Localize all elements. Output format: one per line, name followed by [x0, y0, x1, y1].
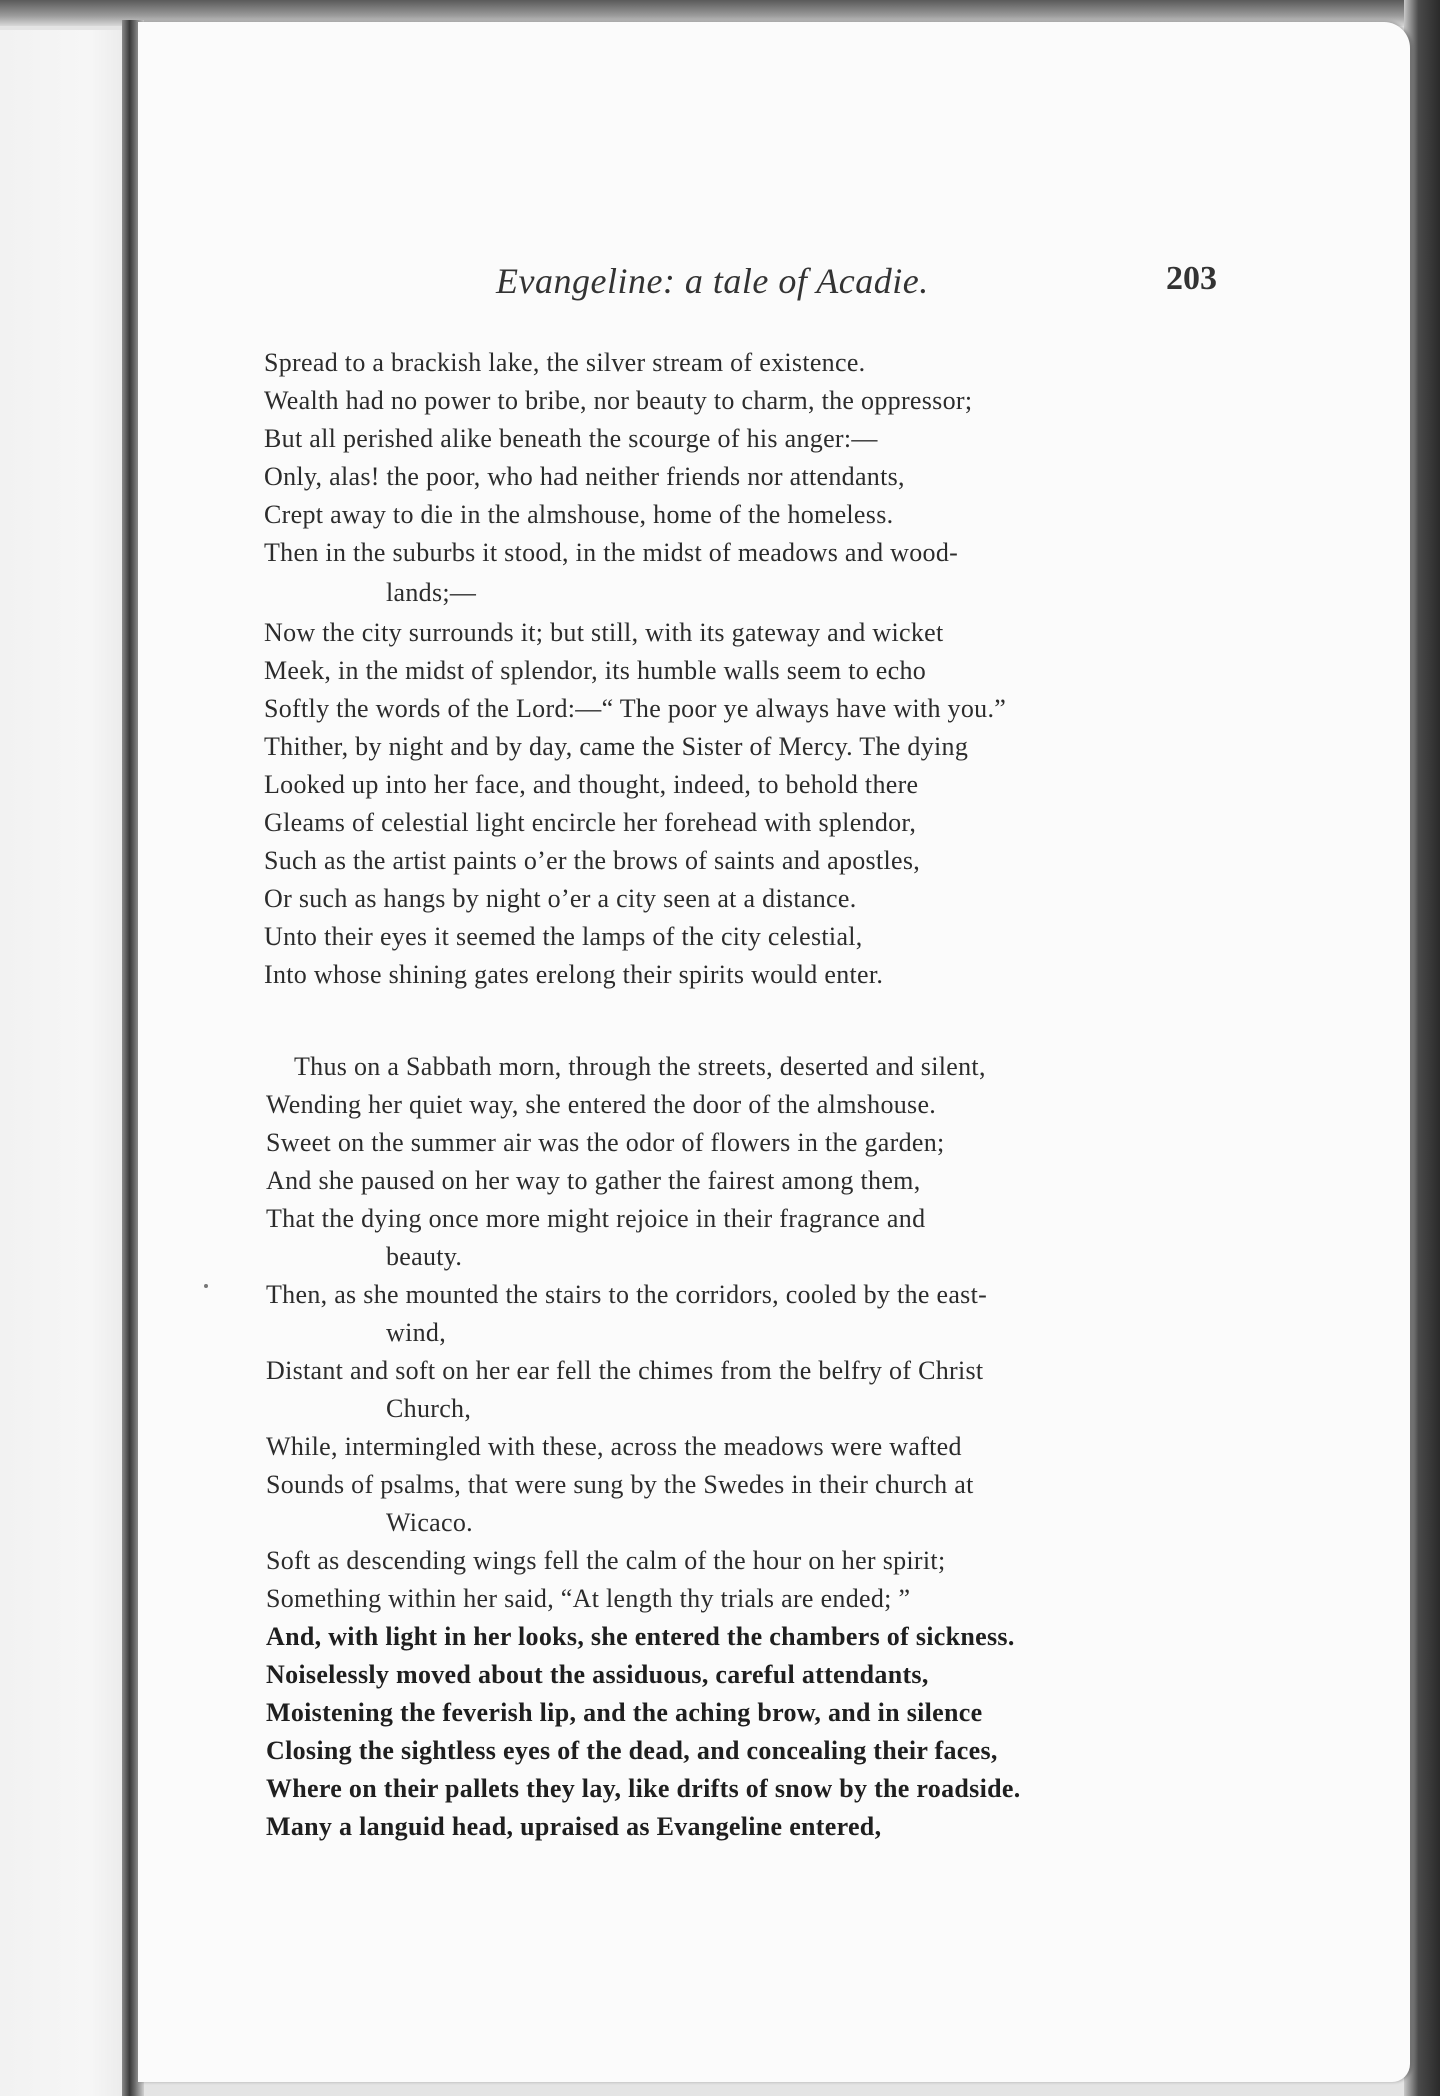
poem-line: Meek, in the midst of splendor, its humble walls seem to echo — [264, 656, 927, 685]
poem-line: Then, as she mounted the stairs to the corridors, cooled by the east- — [266, 1280, 988, 1309]
poem-line: Or such as hangs by night o’er a city seen at a distance. — [264, 884, 857, 913]
poem-line: But all perished alike beneath the scourge of his anger:— — [264, 424, 878, 453]
running-head-title: Evangeline: a tale of Acadie. — [496, 261, 929, 301]
stray-ink-mark — [204, 1284, 208, 1288]
poem-line: Looked up into her face, and thought, indeed, to behold there — [264, 770, 919, 799]
poem-line: Wealth had no power to bribe, nor beauty to charm, the oppressor; — [264, 386, 973, 415]
poem-line: Where on their pallets they lay, like drifts of snow by the roadside. — [266, 1774, 1021, 1803]
poem-line: Into whose shining gates erelong their spirits would enter. — [264, 960, 884, 989]
page-number: 203 — [1166, 260, 1217, 297]
poem-line-continued: wind, — [386, 1318, 446, 1347]
poem-line: Crept away to die in the almshouse, home of the homeless. — [264, 500, 894, 529]
running-head — [138, 260, 1410, 320]
poem-line: Only, alas! the poor, who had neither friends nor attendants, — [264, 462, 905, 491]
poem-line-continued: Wicaco. — [386, 1508, 473, 1537]
poem-line: Moistening the feverish lip, and the aching brow, and in silence — [266, 1698, 983, 1727]
poem-line: Such as the artist paints o’er the brows of saints and apostles, — [264, 846, 921, 875]
poem-line: Soft as descending wings fell the calm of the hour on her spirit; — [266, 1546, 946, 1575]
poem-line: Thither, by night and by day, came the Sister of Mercy. The dying — [264, 732, 969, 761]
poem-line: Sounds of psalms, that were sung by the Swedes in their church at — [266, 1470, 974, 1499]
poem-line: Wending her quiet way, she entered the door of the almshouse. — [266, 1090, 937, 1119]
poem-line: Thus on a Sabbath morn, through the streets, deserted and silent, — [294, 1052, 986, 1081]
poem-line: Softly the words of the Lord:—“ The poor ye always have with you.” — [264, 694, 1007, 723]
poem-line: Then in the suburbs it stood, in the midst of meadows and wood- — [264, 538, 959, 567]
poem-line: Gleams of celestial light encircle her forehead with splendor, — [264, 808, 917, 837]
poem-line: While, intermingled with these, across the meadows were wafted — [266, 1432, 962, 1461]
poem-line: Spread to a brackish lake, the silver stream of existence. — [264, 348, 866, 377]
poem-line: Noiselessly moved about the assiduous, careful attendants, — [266, 1660, 929, 1689]
facing-page-edge — [0, 30, 130, 2096]
poem-line: Sweet on the summer air was the odor of flowers in the garden; — [266, 1128, 945, 1157]
poem-line: And she paused on her way to gather the fairest among them, — [266, 1166, 921, 1195]
poem-line-continued: beauty. — [386, 1242, 463, 1271]
poem-line: Closing the sightless eyes of the dead, and concealing their faces, — [266, 1736, 998, 1765]
poem-line: Unto their eyes it seemed the lamps of the city celestial, — [264, 922, 863, 951]
book-page — [138, 22, 1410, 2082]
poem-line: That the dying once more might rejoice in their fragrance and — [266, 1204, 926, 1233]
poem-line-continued: Church, — [386, 1394, 472, 1423]
poem-line: And, with light in her looks, she entered the chambers of sickness. — [266, 1622, 1015, 1651]
poem-line-continued: lands;— — [386, 578, 477, 607]
poem-line: Many a languid head, upraised as Evangeline entered, — [266, 1812, 882, 1841]
poem-line: Distant and soft on her ear fell the chimes from the belfry of Christ — [266, 1356, 984, 1385]
poem-line: Something within her said, “At length thy trials are ended; ” — [266, 1584, 911, 1613]
poem-line: Now the city surrounds it; but still, with its gateway and wicket — [264, 618, 944, 647]
